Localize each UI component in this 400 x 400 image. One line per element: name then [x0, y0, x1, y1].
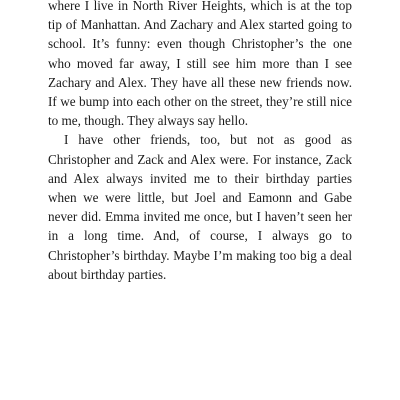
paragraph-2: I have other friends, too, but not as good as Christopher and Zack and Alex were. For instance, Zack and Alex always invited me to their birthday parties when we were little, but Joel and Eamonn and Gabe never did. Emma invited me once, but I haven’t seen her in a long time. And, of course, I always go to Christopher’s birthday. Maybe I’m making too big a deal about birthday parties. — [48, 132, 352, 282]
paragraph-1: where I live in North River Heights, which is at the top tip of Manhattan. And Zachary and Alex started going to school. It’s funny: even though Christopher’s the one who moved far away, I still see him more than I see Zachary and Alex. They have all these new friends now. If we bump into each other on the street, they’re still nice to me, though. They always say hello. — [48, 0, 352, 129]
body-text — [48, 0, 352, 284]
